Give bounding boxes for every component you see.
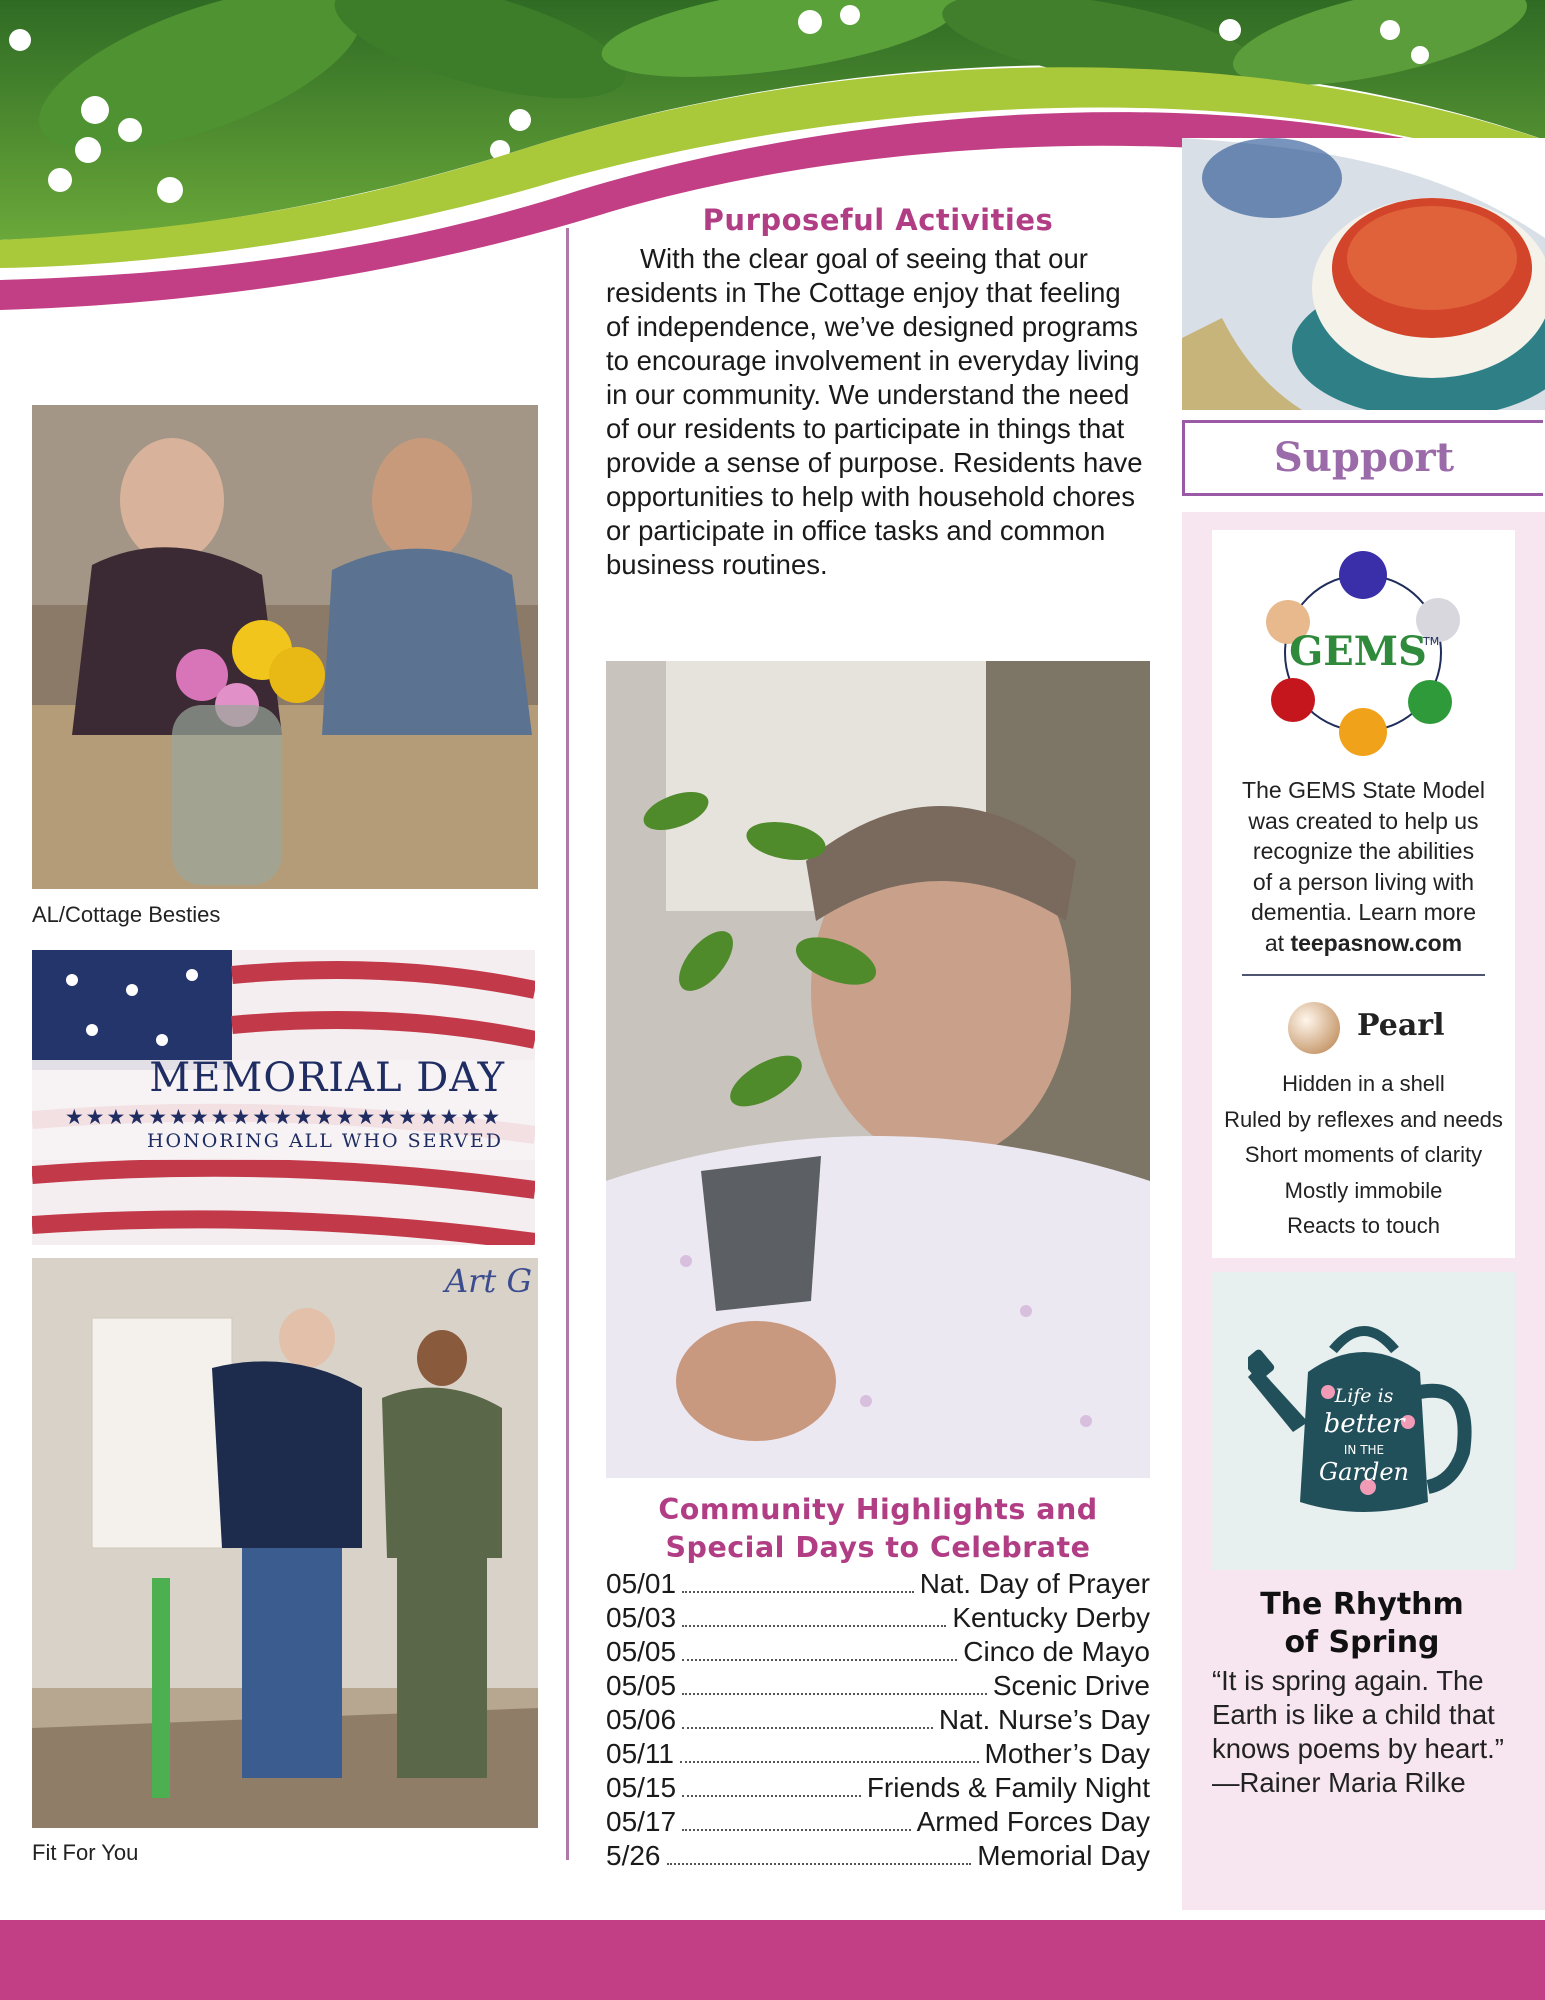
gems-link[interactable]: teepasnow.com [1290,929,1463,956]
photo-resident-with-plant [606,661,1150,1478]
calendar-row [606,1669,1150,1703]
calendar-event: Nat. Nurse’s Day [938,1704,1150,1735]
calendar-dot-leader [682,1693,987,1695]
calendar-date: 05/17 [606,1806,677,1837]
calendar-row [606,1839,1150,1873]
garden-line-4: Garden [1319,1458,1409,1486]
rhythm-quote: “It is spring again. The Earth is like a child that knows poems by heart.” —Rainer Maria Rilke [1212,1665,1504,1798]
calendar-dot-leader [682,1829,911,1831]
activities-body: With the clear goal of seeing that our residents in The Cottage enjoy that feeling of independence, we’ve designed programs to encourage involvement in everyday living in our community. We understand the need of our residents to participate in things that provide a sense of purpose. Residents have opportunities to help with household chores or participate in office tasks and common business routines. [606,243,1143,580]
gems-description-lines [1212,775,1515,928]
support-title: Support [1273,434,1455,481]
photo-cottage-besties [32,405,538,889]
calendar-row [606,1703,1150,1737]
calendar-date: 05/05 [606,1670,677,1701]
memorial-day-subtitle: HONORING ALL WHO SERVED [146,1130,503,1152]
calendar-row [606,1805,1150,1839]
photo-cottage-besties-art [32,405,538,889]
calendar-date: 05/01 [606,1568,677,1599]
calendar-dot-leader [682,1795,861,1797]
gems-description-line: of a person living with [1252,868,1475,895]
photo1-caption: AL/Cottage Besties [32,902,221,927]
gems-divider [1242,974,1485,976]
calendar-date: 05/03 [606,1602,677,1633]
calendar-dot-leader [682,1727,933,1729]
gems-link-line [1212,928,1515,959]
calendar-dot-leader [682,1591,914,1593]
photo3-caption: Fit For You [32,1840,139,1865]
support-header-box [1182,420,1543,496]
calendar-event: Cinco de Mayo [963,1636,1150,1667]
calendar-event: Memorial Day [977,1840,1150,1871]
calendar-row [606,1567,1150,1601]
highlights-heading-line1: Community Highlights and [658,1493,1098,1526]
photo-teacup [1182,138,1545,410]
garden-line-2: better [1323,1409,1405,1439]
pearl-trait: Mostly immobile [1284,1177,1443,1203]
pearl-trait: Ruled by reflexes and needs [1224,1106,1503,1132]
gems-card [1212,530,1515,1258]
gems-description-line: was created to help us [1248,807,1479,834]
gems-description-line: dementia. Learn more [1250,899,1476,925]
gems-description-line: The GEMS State Model [1242,777,1485,803]
pearl-trait: Hidden in a shell [1282,1071,1445,1096]
calendar-row [606,1737,1150,1771]
watering-can-icon [1248,1312,1480,1522]
photo-resident-with-plant-art [606,661,1150,1478]
calendar-event: Scenic Drive [992,1670,1150,1701]
calendar-list [606,1567,1150,1873]
highlights-heading-line2: Special Days to Celebrate [665,1531,1091,1564]
pearl-trait: Reacts to touch [1287,1213,1440,1238]
calendar-dot-leader [682,1659,957,1661]
garden-line-1: Life is [1334,1385,1394,1407]
calendar-event: Nat. Day of Prayer [919,1568,1150,1599]
calendar-event: Friends & Family Night [866,1772,1150,1803]
memorial-day-stars: ★★★★★★★★★★★★★★★★★★★★★ [64,1106,503,1129]
column-divider [566,228,569,1860]
calendar-date: 5/26 [606,1840,661,1871]
calendar-row [606,1771,1150,1805]
calendar-date: 05/05 [606,1636,677,1667]
photo-teacup-art [1182,138,1545,410]
garden-card [1212,1272,1515,1570]
footer-bar [0,1920,1545,2000]
highlights-heading [606,1491,1150,1567]
calendar-row [606,1635,1150,1669]
gems-link-prefix: at [1264,929,1291,956]
gems-logo-icon [1263,540,1463,765]
pearl-trait: Short moments of clarity [1244,1142,1483,1167]
photo-fit-for-you-art [32,1258,538,1828]
rhythm-title-line1: The Rhythm [1260,1587,1464,1622]
pearl-title: Pearl [1357,1008,1445,1043]
activities-body-wrap [606,242,1150,582]
calendar-dot-leader [682,1625,946,1627]
calendar-dot-leader [680,1761,979,1763]
rhythm-title-line2: of Spring [1284,1625,1440,1660]
calendar-row [606,1601,1150,1635]
gems-description-line: recognize the abilities [1252,838,1475,864]
calendar-event: Kentucky Derby [952,1602,1150,1633]
art-sign: Art G [445,1262,532,1300]
calendar-date: 05/06 [606,1704,677,1735]
garden-line-3: IN THE [1343,1443,1385,1457]
calendar-event: Mother’s Day [984,1738,1150,1769]
calendar-dot-leader [667,1863,972,1865]
calendar-event: Armed Forces Day [916,1806,1150,1837]
memorial-day-graphic [32,950,535,1245]
calendar-date: 05/11 [606,1738,674,1769]
photo-fit-for-you [32,1258,538,1828]
gems-logo-text: GEMS [1289,628,1427,675]
pearl-traits-list [1212,1066,1515,1244]
gems-description [1212,775,1515,958]
gems-tm: TM [1423,635,1440,648]
pearl-icon [1286,1000,1342,1056]
activities-heading: Purposeful Activities [702,203,1054,237]
rhythm-title [1192,1586,1532,1662]
memorial-day-title: MEMORIAL DAY [149,1055,505,1101]
calendar-date: 05/15 [606,1772,677,1803]
